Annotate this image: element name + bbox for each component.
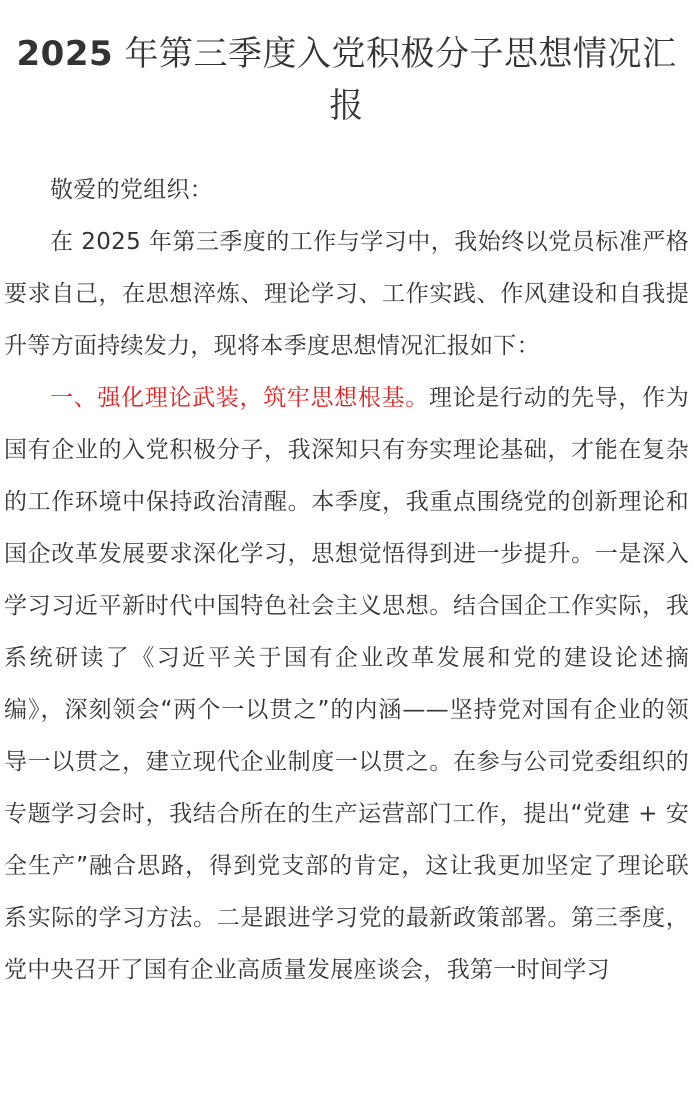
intro-paragraph: 在 2025 年第三季度的工作与学习中，我始终以党员标准严格要求自己，在思想淬炼、理论学习、工作实践、作风建设和自我提升等方面持续发力，现将本季度思想情况汇报如下： [4, 229, 689, 359]
section-1-body: 理论是行动的先导，作为国有企业的入党积极分子，我深知只有夯实理论基础，才能在复杂的工作环境中保持政治清醒。本季度，我重点围绕党的创新理论和国企改革发展要求深化学习，思想觉悟得到进一步提升。一是深入学习习近平新时代中国特色社会主义思想。结合国企工作实际，我系统研读了《习近平关于国有企业改革发展和党的建设论述摘编》，深刻领会“两个一以贯之”的内涵——坚持党对国有企业的领导一以贯之，建立现代企业制度一以贯之。在参与公司党委组织的专题学习会时，我结合所在的生产运营部门工作，提出“党建 + 安全生产”融合思路，得到党支部的肯定，这让我更加坚定了理论联系实际的学习方法。二是跟进学习党的最新政策部署。第三季度，党中央召开了国有企业高质量发展座谈会，我第一时间学习 [4, 385, 689, 983]
document-body [4, 164, 689, 996]
document-title [4, 0, 689, 132]
title-year: 2025 [16, 34, 114, 74]
section-1-paragraph [4, 372, 689, 996]
title-text: 年第三季度入党积极分子思想情况汇报 [124, 34, 677, 126]
section-1-heading: 一、强化理论武装，筑牢思想根基。 [50, 385, 429, 411]
salutation: 敬爱的党组织： [50, 177, 214, 203]
